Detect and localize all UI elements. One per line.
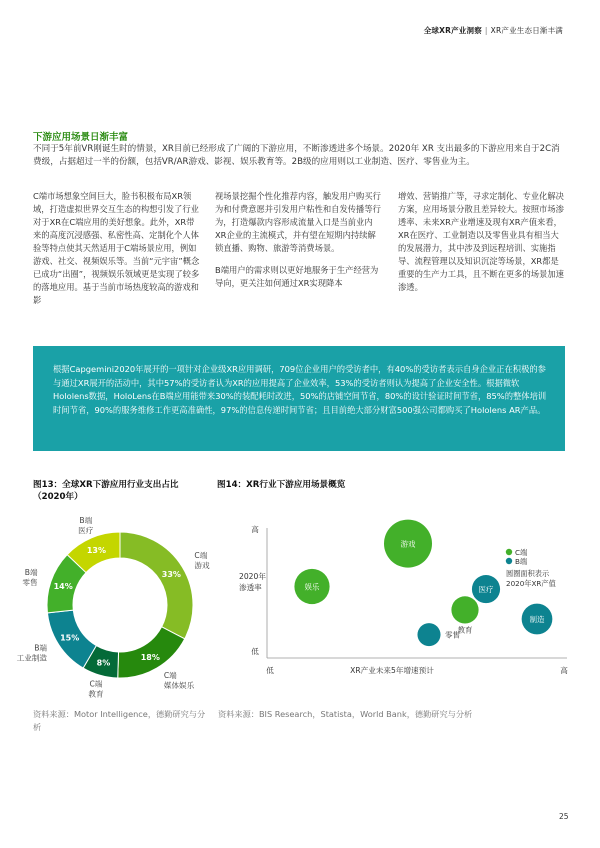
donut-slice-value-label: 15% xyxy=(60,633,80,643)
callout-text: 根据Capgemini2020年展开的一项针对企业级XR应用调研，709位企业用户的受访者中，有40%的受访者表示自身企业正在积极的参与通过XR展开的活动中，其中57%的受访者认为XR的应用提高了企业效率，53%的受访者则认为提高了企业安全性。根据微软Hololens数据，HoloLens在B端应用能带来30%的装配耗时改进，50%的店铺空间节省，80%的设计验证时间节省，85%的整体培训时间节省，90%的服务维修工作更高准确性，97%的信息传递时间节省；且目前绝大部分财富500强公司都购买了Hololens AR产品。 xyxy=(53,364,547,415)
column-3-paragraph: 增效、营销推广等，寻求定制化、专业化解决方案，应用场景分散且差异较大。按照市场渗透率、未来XR产业增速及现有XR产值来看，XR在医疗、工业制造以及零售业具有相当大的发展潜力，其中涉及到远程培训、实施指导、流程管理以及知识沉淀等场景，XR都是重要的生产力工具，且不断在更多的场景加速渗透。 xyxy=(398,191,564,292)
running-header xyxy=(424,25,563,36)
figure-14-title: 图14：XR行业下游应用场景概览 xyxy=(217,480,346,490)
column-2-paragraph-2: B端用户的需求则以更好地服务于生产经营为导向，更关注如何通过XR实现降本 xyxy=(215,265,379,288)
intro-paragraph: 不同于5年前VR刚诞生时的情景，XR目前已经形成了广阔的下游应用，不断渗透进多个场景。2020年 XR 支出最多的下游应用来自于2C消费级，占据超过一半的份额，包括VR/AR游戏、影视、娱乐教育等。2B级的应用则以工业制造、医疗、零售业为主。 xyxy=(33,144,560,167)
donut-slice-category-label xyxy=(78,515,94,535)
y-axis-title: 2020年 xyxy=(239,572,266,581)
svg-text:C端: C端 xyxy=(194,550,208,560)
bubble-chart-legend xyxy=(506,548,556,588)
svg-text:工业制造: 工业制造 xyxy=(16,653,48,663)
y-axis-high-label: 高 xyxy=(251,525,259,534)
donut-slice-value-label: 13% xyxy=(86,545,106,555)
donut-slice-value-label: 33% xyxy=(161,569,181,579)
donut-slice-category-label xyxy=(164,670,195,690)
svg-text:C端: C端 xyxy=(515,548,528,557)
bubble-point-label: 零售 xyxy=(445,630,460,640)
donut-slice-category-label xyxy=(17,642,48,662)
section-title: 下游应用场景日渐丰富 xyxy=(33,132,129,143)
figure-13-donut-chart xyxy=(16,505,213,700)
svg-text:2020年XR产值: 2020年XR产值 xyxy=(506,579,556,588)
page-number: 25 xyxy=(559,812,569,821)
bubble-point-label: 游戏 xyxy=(400,539,416,549)
y-axis-title: 渗透率 xyxy=(239,583,262,592)
column-1-paragraph: C端市场想象空间巨大，脸书积极布局XR领域，打造虚拟世界交互生态的构想引发了行业对于XR在C端应用的美好想象。此外，XR带来的高度沉浸感强、私密性高、定制化个人体验等特点使其天然适用于C端场景应用，例如游戏、社交、视频娱乐等。当前“元宇宙”概念已成功“出圈”，视频娱乐领域更是实现了较多的落地应用。基于当前市场热度较高的游戏和影 xyxy=(33,191,200,305)
svg-text:零售: 零售 xyxy=(22,578,38,588)
svg-text:媒体娱乐: 媒体娱乐 xyxy=(163,681,195,691)
text-column-3 xyxy=(398,190,565,303)
header-title: 全球XR产业洞察 xyxy=(423,26,482,35)
x-axis-high-label: 高 xyxy=(560,666,568,675)
donut-slice-category-label xyxy=(88,679,104,699)
callout-box xyxy=(33,346,565,451)
svg-text:C端: C端 xyxy=(163,671,177,681)
x-axis-title: XR产业未来5年增速预计 xyxy=(350,666,434,675)
bubble-point-label: 医疗 xyxy=(478,585,494,595)
figure-13-title: 图13：全球XR下游应用行业支出占比（2020年） xyxy=(33,480,179,502)
column-2-paragraph-1: 视场景挖掘个性化推荐内容，触发用户购买行为和付费意愿并引发用户粘性和自发传播等行为，打造爆款内容形成流量入口是当前业内XR企业的主流模式，并有望在短期内持续解锁直播、购物、旅游等消费场景。 xyxy=(215,191,381,253)
donut-slice-value-label: 18% xyxy=(140,652,160,662)
bubble-point-label: 娱乐 xyxy=(304,582,320,592)
donut-slice-value-label: 14% xyxy=(53,581,73,591)
svg-text:B端: B端 xyxy=(515,557,528,566)
svg-text:医疗: 医疗 xyxy=(78,526,94,536)
text-column-1 xyxy=(33,190,200,316)
bubble-point-label: 制造 xyxy=(529,615,545,624)
svg-text:圆圈面积表示: 圆圈面积表示 xyxy=(506,569,550,578)
svg-text:教育: 教育 xyxy=(88,689,104,699)
svg-text:B端: B端 xyxy=(24,568,38,578)
bubble-point xyxy=(451,596,478,623)
donut-slice-value-label: 8% xyxy=(96,658,111,668)
donut-slice xyxy=(120,532,193,639)
bubble-point xyxy=(417,623,440,646)
svg-text:C端: C端 xyxy=(89,679,103,689)
x-axis-low-label: 低 xyxy=(266,666,274,675)
text-column-2 xyxy=(215,190,382,299)
header-separator: | xyxy=(484,26,488,35)
svg-text:游戏: 游戏 xyxy=(194,560,210,570)
donut-slice-category-label xyxy=(22,567,38,587)
y-axis-low-label: 低 xyxy=(251,647,259,656)
header-subtitle: XR产业生态日渐丰满 xyxy=(490,26,563,35)
bubble-point-label: 教育 xyxy=(457,625,473,635)
svg-text:B端: B端 xyxy=(79,516,93,526)
figure-13-source: 资料来源：Motor Intelligence，德勤研究与分析 xyxy=(33,709,206,732)
svg-text:B端: B端 xyxy=(34,643,48,653)
figure-14-source: 资料来源：BIS Research，Statista，World Bank，德勤研究与分析 xyxy=(218,709,473,719)
figure-14-bubble-chart xyxy=(217,520,577,690)
donut-slice-category-label xyxy=(194,550,210,570)
